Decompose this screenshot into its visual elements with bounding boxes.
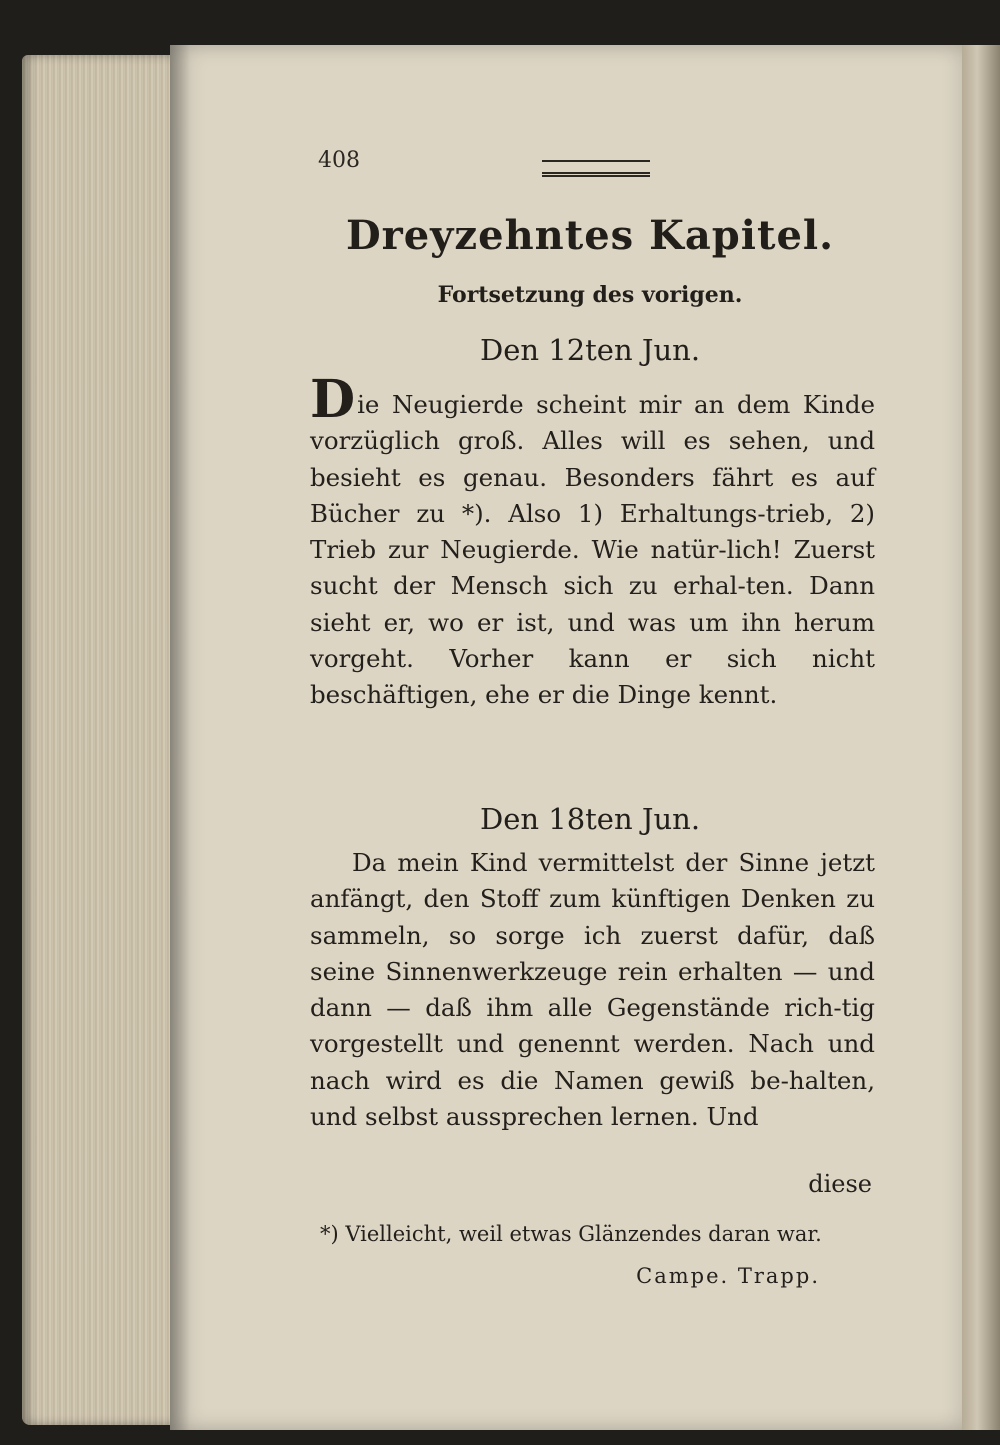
drop-cap: D (310, 369, 356, 430)
facing-page-edge (962, 45, 1000, 1430)
catchword: diese (808, 1170, 872, 1198)
chapter-subtitle: Fortsetzung des vorigen. (437, 282, 743, 308)
entry-date: Den 18ten Jun. (479, 802, 701, 836)
entry-text (310, 369, 875, 714)
entry-date: Den 12ten Jun. (479, 333, 701, 367)
paragraph (310, 369, 875, 714)
book-page-edges (22, 55, 182, 1425)
paragraph: Da mein Kind vermittelst der Sinne jetzt anfängt, den Stoff zum künftigen Denken zu sammeln, so sorge ich zuerst dafür, daß seine Sinnenwerkzeuge rein erhalten — und dann — daß ihm alle Gegenstände rich-tig vorgestellt und genennt werden. Nach und nach wird es die Namen gewiß be-halten, und selbst aussprechen lernen. Und (310, 848, 875, 1132)
footnote: *) Vielleicht, weil etwas Glänzendes daran war. (320, 1222, 822, 1246)
entry-text (310, 845, 875, 1135)
page-number: 408 (318, 148, 360, 173)
header-ornament-rule (542, 160, 650, 177)
footnote-credit: Campe. Trapp. (636, 1264, 820, 1288)
chapter-title: Dreyzehntes Kapitel. (345, 212, 835, 259)
spine-shadow (170, 45, 190, 1430)
paragraph-body: ie Neugierde scheint mir an dem Kinde vorzüglich groß. Alles will es sehen, und besieht es genau. Besonders fährt es auf Bücher zu *). Also 1) Erhaltungs-trieb, 2) Trieb zur Neugierde. Wie natür-lich! Zuerst sucht der Mensch sich zu erhal-ten. Dann sieht er, wo er ist, und was um ihn herum vorgeht. Vorher kann er sich nicht beschäftigen, ehe er die Dinge kennt. (310, 390, 875, 710)
